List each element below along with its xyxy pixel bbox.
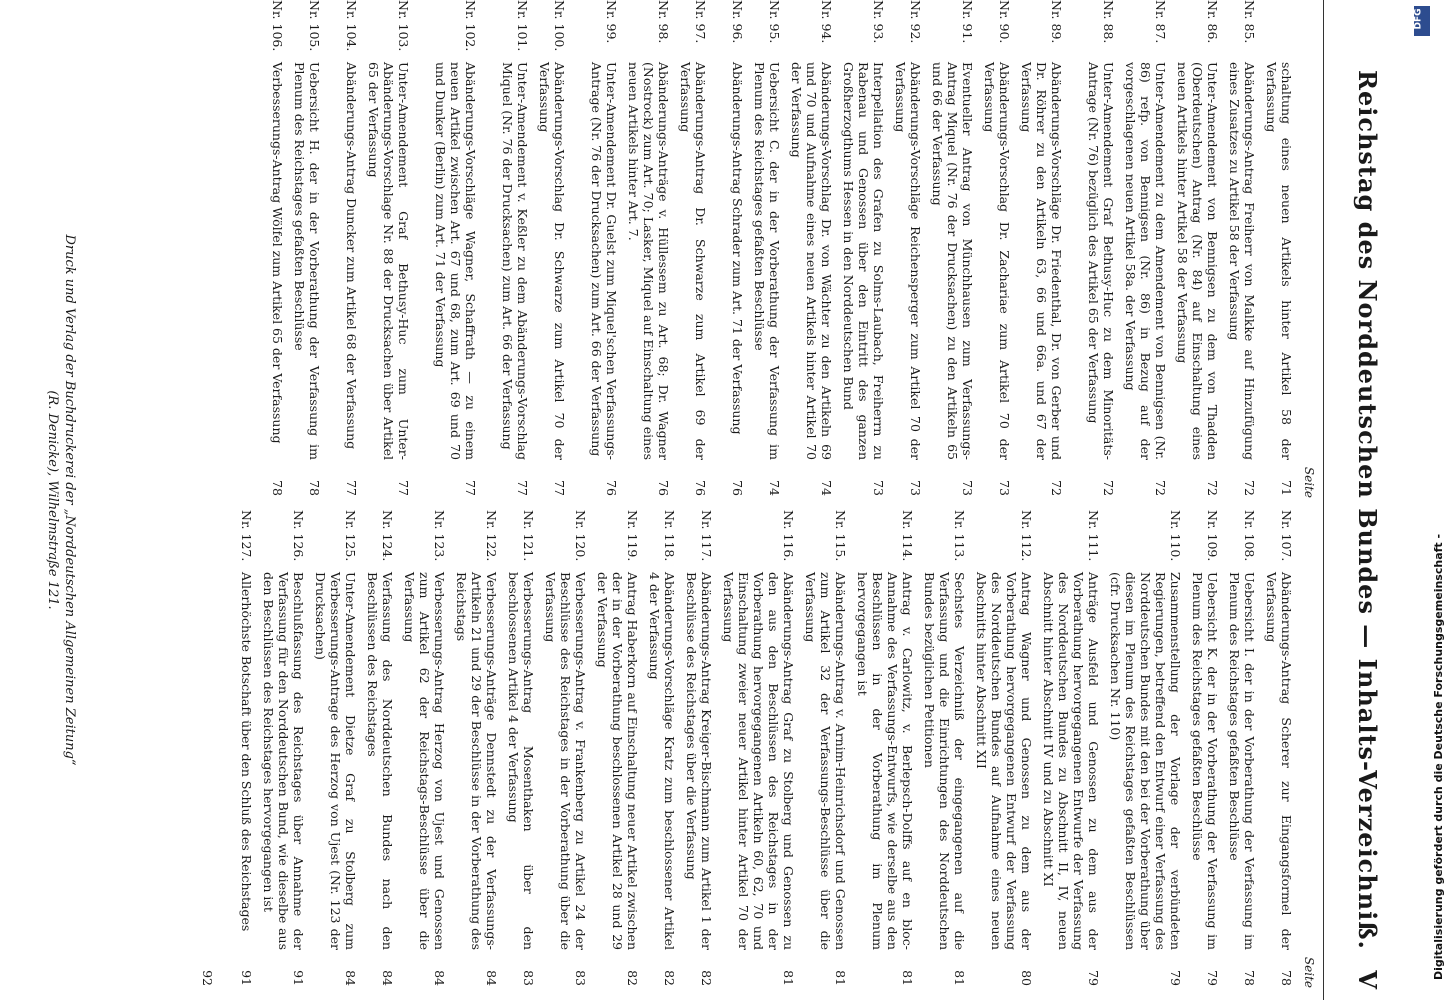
entry-title: Verbesserungs-Anträge Dennstedt zu der Verfassungs-Artikeln 21 und 29 der Beschlüsse in der Vorberathung des Reichstags: [454, 572, 499, 950]
entry-number: Nr. 113.: [952, 510, 967, 562]
entry-page: 81: [952, 970, 967, 986]
entry-page: 84: [380, 970, 395, 986]
entry-number: Nr. 119.: [625, 510, 640, 562]
entry-page: 84: [432, 970, 447, 986]
entry-page: 78: [1242, 970, 1257, 986]
entry-page: 82: [625, 970, 640, 986]
footer-line-1: Druck und Verlag der Buchdruckerei der „Norddeutschen Allgemeinen Zeitung“: [62, 234, 77, 766]
seite-label: Seite: [1302, 956, 1316, 988]
entry-page: 74: [767, 480, 782, 496]
entry-number: Nr. 114.: [900, 510, 915, 562]
entry-page: 77: [552, 480, 567, 496]
entry-page: 77: [344, 480, 359, 496]
entry-title: Uebersicht I. der in der Vorberathung der Verfassung im Plenum des Reichstages gefaßten Beschlüsse: [1227, 572, 1257, 950]
entry-number: Nr. 125.: [343, 510, 358, 562]
entry-title: Abänderungs-Antrag Graf zu Stolberg und Genossen zu den aus den Beschlüssen des Reichstages in der Vorberathung hervorgegangenen Artikeln 60, 62, 70 und Einschaltung zweier neuer Artikel hinter Artikel 70 der Verfassung: [721, 572, 796, 950]
entry-page: 76: [730, 480, 745, 496]
entry-page: 79: [1205, 970, 1220, 986]
entry-page: 73: [871, 480, 886, 496]
entry-title: Interpellation des Grafen zu Solms-Laubach, Freiherrn zu Rabenau und Genossen über den Eintritt des ganzen Großherzogthums Hessen in den Norddeutschen Bund: [841, 62, 886, 460]
entry-title: Abänderungs-Vorschläge Kratz zum beschlossener Artikel 4 der Verfassung: [647, 572, 677, 950]
entry-title: Antrag v. Carlowitz, v. Berlepsch-Dolffs auf en bloc-Annahme des Verfassungs-Entwurfs, wie derselbe aus den Beschlüssen in der Vorberathung im Plenum hervorgegangen ist: [855, 572, 915, 950]
entry-number: Nr. 87.: [1153, 0, 1168, 44]
entry-number: Nr. 91.: [960, 0, 975, 44]
entry-page: 81: [781, 970, 796, 986]
entry-page: 73: [908, 480, 923, 496]
entry-page: 91: [291, 970, 306, 986]
entry-page: 72: [1049, 480, 1064, 496]
entry-number: Nr. 109.: [1205, 510, 1220, 562]
entry-page: 76: [693, 480, 708, 496]
entry-title: Abänderungs-Vorschläge Dr. Friedenthal, Dr. von Gerber und Dr. Röhrer zu den Artikeln 63, 66 und 66a. und 67 der Verfassung: [1019, 62, 1064, 460]
entry-page: 72: [1153, 480, 1168, 496]
printer-footer: [44, 0, 78, 1000]
entry-title: Abänderungs-Vorschlag Dr. Zachariae zum Artikel 70 der Verfassung: [982, 62, 1012, 460]
heading-rule: [1323, 0, 1324, 1000]
entry-page: 73: [960, 480, 975, 496]
entry-title: Unter-Amendement Dietze Graf zu Stolberg zum Verbesserungs-Antrage des Herzog von Ujest (Nr. 123 der Drucksachen): [313, 572, 358, 950]
entry-title: Unter-Amendement Graf Bethusy-Huc zu dem Minoritäts-Antrage (Nr. 76) bezüglich des Artikel 65 der Verfassung: [1086, 62, 1116, 460]
entry-page: 78: [307, 480, 322, 496]
entry-page: 77: [396, 480, 411, 496]
entry-number: Nr. 127.: [239, 510, 254, 562]
entry-title: Verbesserungs-Antrag v. Frankenberg zu Artikel 24 der Beschlüsse des Reichstages in der Vorberathung über die Verfassung: [543, 572, 588, 950]
page-number: V: [1353, 970, 1382, 990]
entry-title: Verbesserungs-Antrag Wölfel zum Artikel 65 der Verfassung: [270, 62, 285, 444]
entry-title: Abänderungs-Vorschlag Dr. Schwarze zum Artikel 70 der Verfassung: [537, 62, 567, 460]
entry-number: Nr. 112.: [1019, 510, 1034, 562]
entry-page: 71: [1279, 480, 1294, 496]
entry-number: Nr. 94.: [819, 0, 834, 44]
entry-title: Abänderungs-Vorschläge Wagner, Schaffrath — zu einem neuen Artikel zwischen Art. 67 und 68, zum Art. 69 und 70 und Dunker (Berlin) zum Art. 71 der Verfassung: [433, 62, 478, 460]
entry-title: Uebersicht C. der in der Vorberathung der Verfassung im Plenum des Reichstages gefaßten Beschlüsse: [752, 62, 782, 460]
entry-title: Uebersicht H. der in der Vorberathung der Verfassung im Plenum des Reichstages gefaßten Beschlüsse: [292, 62, 322, 460]
entry-number: Nr. 126.: [291, 510, 306, 562]
entry-title: Abänderungs-Anträge v. Hüllessem zu Art. 68; Dr. Wagner (Nostrock) zum Art. 70; Lasker, Miquel auf Einschaltung eines neuen Artikels hinter Art. 7.: [626, 62, 671, 460]
entry-page: 78: [1279, 970, 1294, 986]
seite-label: Seite: [1302, 466, 1316, 498]
entry-number: Nr. 96.: [730, 0, 745, 44]
entry-number: Nr. 103.: [396, 0, 411, 52]
entry-title: Verbesserungs-Antrag Herzog von Ujest und Genossen zum Artikel 62 der Reichstags-Beschlüsse über die Verfassung: [402, 572, 447, 950]
entry-page: 84: [484, 970, 499, 986]
entry-number: Nr. 110.: [1168, 510, 1183, 562]
entry-title: Unter-Amendement von Bennigsen zu dem von Thadden (Oberdeutschen) Antrag (Nr. 84) auf Einschaltung eines neuen Artikels hinter Artikel 58 der Verfassung: [1175, 62, 1220, 460]
entry-title: Abänderungs-Vorschlag Dr. von Wächter zu den Artikeln 69 und 70 und Aufnahme eines neuen Artikels hinter Artikel 70 der Verfassung: [789, 62, 834, 460]
entry-title: Uebersicht K. der in der Vorberathung der Verfassung im Plenum des Reichstages gefaßten Beschlüsse: [1190, 572, 1220, 950]
entry-title: Unter-Amendement Dr. Guelst zum Miquel'schen Verfassungs-Antrage (Nr. 76 der Drucksachen) zum Art. 66 der Verfassung: [589, 62, 619, 460]
entry-number: Nr. 115.: [833, 510, 848, 562]
entry-number: Nr. 100.: [552, 0, 567, 52]
entry-title: Abänderungs-Antrag Dr. Schwarze zum Artikel 69 der Verfassung: [678, 62, 708, 460]
entry-title: Zusammenstellung der Vorlage der verbündeten Regierungen, betreffend den Entwurf einer Verfassung des Norddeutschen Bundes mit den bei der Vorberathung über diesen im Plenum des Reichstages gefaßten Beschlüssen (cfr. Drucksachen Nr. 110): [1108, 572, 1183, 950]
entry-number: Nr. 97.: [693, 0, 708, 44]
entry-title: Unter-Amendement Graf Bethusy-Huc zum Unter-Abänderungs-Vorschlage Nr. 88 der Drucksachen über Artikel 65 der Verfassung: [366, 62, 411, 460]
entry-title: Abänderungs-Antrag Kreiger-Bischmann zum Artikel 1 der Beschlüsse des Reichstages über die Verfassung: [684, 572, 714, 950]
entry-page: 91: [239, 970, 254, 986]
entry-page: 78: [270, 480, 285, 496]
entry-page: 74: [819, 480, 834, 496]
dfg-logo: [1414, 6, 1430, 36]
entry-page: 82: [699, 970, 714, 986]
entry-number: Nr. 117.: [699, 510, 714, 562]
page-heading: [1324, 0, 1394, 1000]
entry-title: Eventueller Antrag von Münchhausen zum Verfassungs-Antrag Miquel (Nr. 76 der Drucksachen) zu den Artikeln 65 und 66 der Verfassung: [930, 62, 975, 460]
entry-number: Nr. 88.: [1101, 0, 1116, 44]
entry-page: 83: [521, 970, 536, 986]
entry-number: Nr. 86.: [1205, 0, 1220, 44]
entry-number: Nr. 124.: [380, 510, 395, 562]
entry-number: Nr. 92.: [908, 0, 923, 44]
entry-number: Nr. 106.: [270, 0, 285, 52]
entry-title: Unter-Amendement zu dem Amendement von Bennigsen (Nr. 86) refp. von Bennigsen (Nr. 86) in Bezug auf der vorgeschlagenen neuen Artikel 58a. der Verfassung: [1123, 62, 1168, 460]
entry-page: 81: [833, 970, 848, 986]
entry-title: Anträge Ausfeld und Genossen zu dem aus der Vorberathung hervorgegangenen Entwurfe der Verfassung des Norddeutschen Bundes zu Abschnitt II, IV, neuen Abschnitt hinter Abschnitt IV und zu Abschnitt XI: [1041, 572, 1101, 950]
entry-page: 79: [1168, 970, 1183, 986]
entry-title: Beschlußfassung des Reichstages über Annahme der Verfassung für den Norddeutschen Bund, wie dieselbe aus den Beschlüssen des Reichstages hervorgegangen ist: [261, 572, 306, 950]
entry-title: Abänderungs-Antrag v. Arnim-Heinrichsdorf und Genossen zum Artikel 32 der Verfassungs-Beschlüsse über die Verfassung: [803, 572, 848, 950]
entry-title: Abänderungs-Antrag Schrader zum Art. 71 der Verfassung: [730, 62, 745, 435]
entry-number: Nr. 99.: [604, 0, 619, 44]
entry-title: Antrag Haberkorn auf Einschaltung neuer Artikel zwischen der in der Vorberathung beschlossenen Artikel 28 und 29 der Verfassung: [595, 572, 640, 950]
entry-page: 81: [900, 970, 915, 986]
entry-page: 77: [515, 480, 530, 496]
entry-title: Verbesserungs-Antrag Mosenthaken über den beschlossenen Artikel 4 der Verfassung: [506, 572, 536, 950]
dfg-credit-text: Digitalisierung gefördert durch die Deutsche Forschungsgemeinschaft -: [1432, 533, 1445, 980]
entry-page: 73: [997, 480, 1012, 496]
dfg-sidebar: [1410, 0, 1445, 1000]
entry-number: Nr. 98.: [656, 0, 671, 44]
entry-page: 76: [656, 480, 671, 496]
entry-page: 72: [1101, 480, 1116, 496]
entry-title: Abänderungs-Antrag Duncker zum Artikel 68 der Verfassung: [344, 62, 359, 450]
footer-line-2: (R. Denicke), Wilhelmstraße 121.: [45, 390, 60, 610]
entry-page: 80: [1019, 970, 1034, 986]
entry-number: Nr. 89.: [1049, 0, 1064, 44]
entry-title: Antrag Wagner und Genossen zu dem aus der Vorberathung hervorgegangenen Entwurf der Verfassung des Norddeutschen Bundes auf Aufnahme eines neuen Abschnitts hinter Abschnitt XII: [974, 572, 1034, 950]
entry-number: Nr. 121.: [521, 510, 536, 562]
page-title: Reichstag des Norddeutschen Bundes — Inhalts-Verzeichniß.: [1353, 70, 1382, 950]
entry-number: Nr. 123.: [432, 510, 447, 562]
entry-page: 72: [1205, 480, 1220, 496]
entry-title: Abänderungs-Antrag Scherer zur Eingangsformel der Verfassung: [1264, 572, 1294, 950]
entry-page: 76: [604, 480, 619, 496]
entry-number: Nr. 107.: [1279, 510, 1294, 562]
entry-page: 83: [573, 970, 588, 986]
entry-page: 84: [343, 970, 358, 986]
entry-title: Sechstes Verzeichniß der eingegangenen auf die Verfassung und die Einrichtungen des Norddeutschen Bundes bezüglichen Petitionen: [922, 572, 967, 950]
entry-number: Nr. 111.: [1086, 510, 1101, 562]
entry-page: 82: [662, 970, 677, 986]
entry-title: Verfassung des Norddeutschen Bundes nach den Beschlüssen des Reichstages: [365, 572, 395, 950]
entry-title: Unter-Amendement v. Keßler zu dem Abänderungs-Vorschlag Miquel (Nr. 76 der Drucksachen) zum Art. 66 der Verfassung: [500, 62, 530, 460]
extra-page-number: 92: [200, 970, 215, 986]
entry-number: Nr. 90.: [997, 0, 1012, 44]
entry-number: Nr. 102.: [463, 0, 478, 52]
entry-number: Nr. 118.: [662, 510, 677, 562]
right-column: [108, 510, 1316, 990]
entry-page: 79: [1086, 970, 1101, 986]
entry-number: Nr. 105.: [307, 0, 322, 52]
entry-number: Nr. 122.: [484, 510, 499, 562]
entry-number: Nr. 85.: [1242, 0, 1257, 44]
entry-number: Nr. 101.: [515, 0, 530, 52]
entry-number: Nr. 93.: [871, 0, 886, 44]
entry-number: Nr. 108.: [1242, 510, 1257, 562]
entry-number: Nr. 104.: [344, 0, 359, 52]
left-column: [108, 0, 1316, 500]
entry-page: 72: [1242, 480, 1257, 496]
entry-page: 77: [463, 480, 478, 496]
entry-title: Abänderungs-Vorschläge Reichensperger zum Artikel 70 der Verfassung: [893, 62, 923, 460]
entry-number: Nr. 120.: [573, 510, 588, 562]
entry-title: Allerhöchste Botschaft über den Schluß des Reichstages: [239, 572, 254, 932]
entry-title: Abänderungs-Antrag Freiherr von Malkke auf Hinzufügung eines Zusatzes zu Artikel 58 der Verfassung: [1227, 62, 1257, 460]
entry-number: Nr. 95.: [767, 0, 782, 44]
entry-title: schaltung eines neuen Artikels hinter Artikel 58 der Verfassung: [1264, 62, 1294, 460]
entry-number: Nr. 116.: [781, 510, 796, 562]
dfg-logo-text: DFG: [1413, 8, 1424, 30]
